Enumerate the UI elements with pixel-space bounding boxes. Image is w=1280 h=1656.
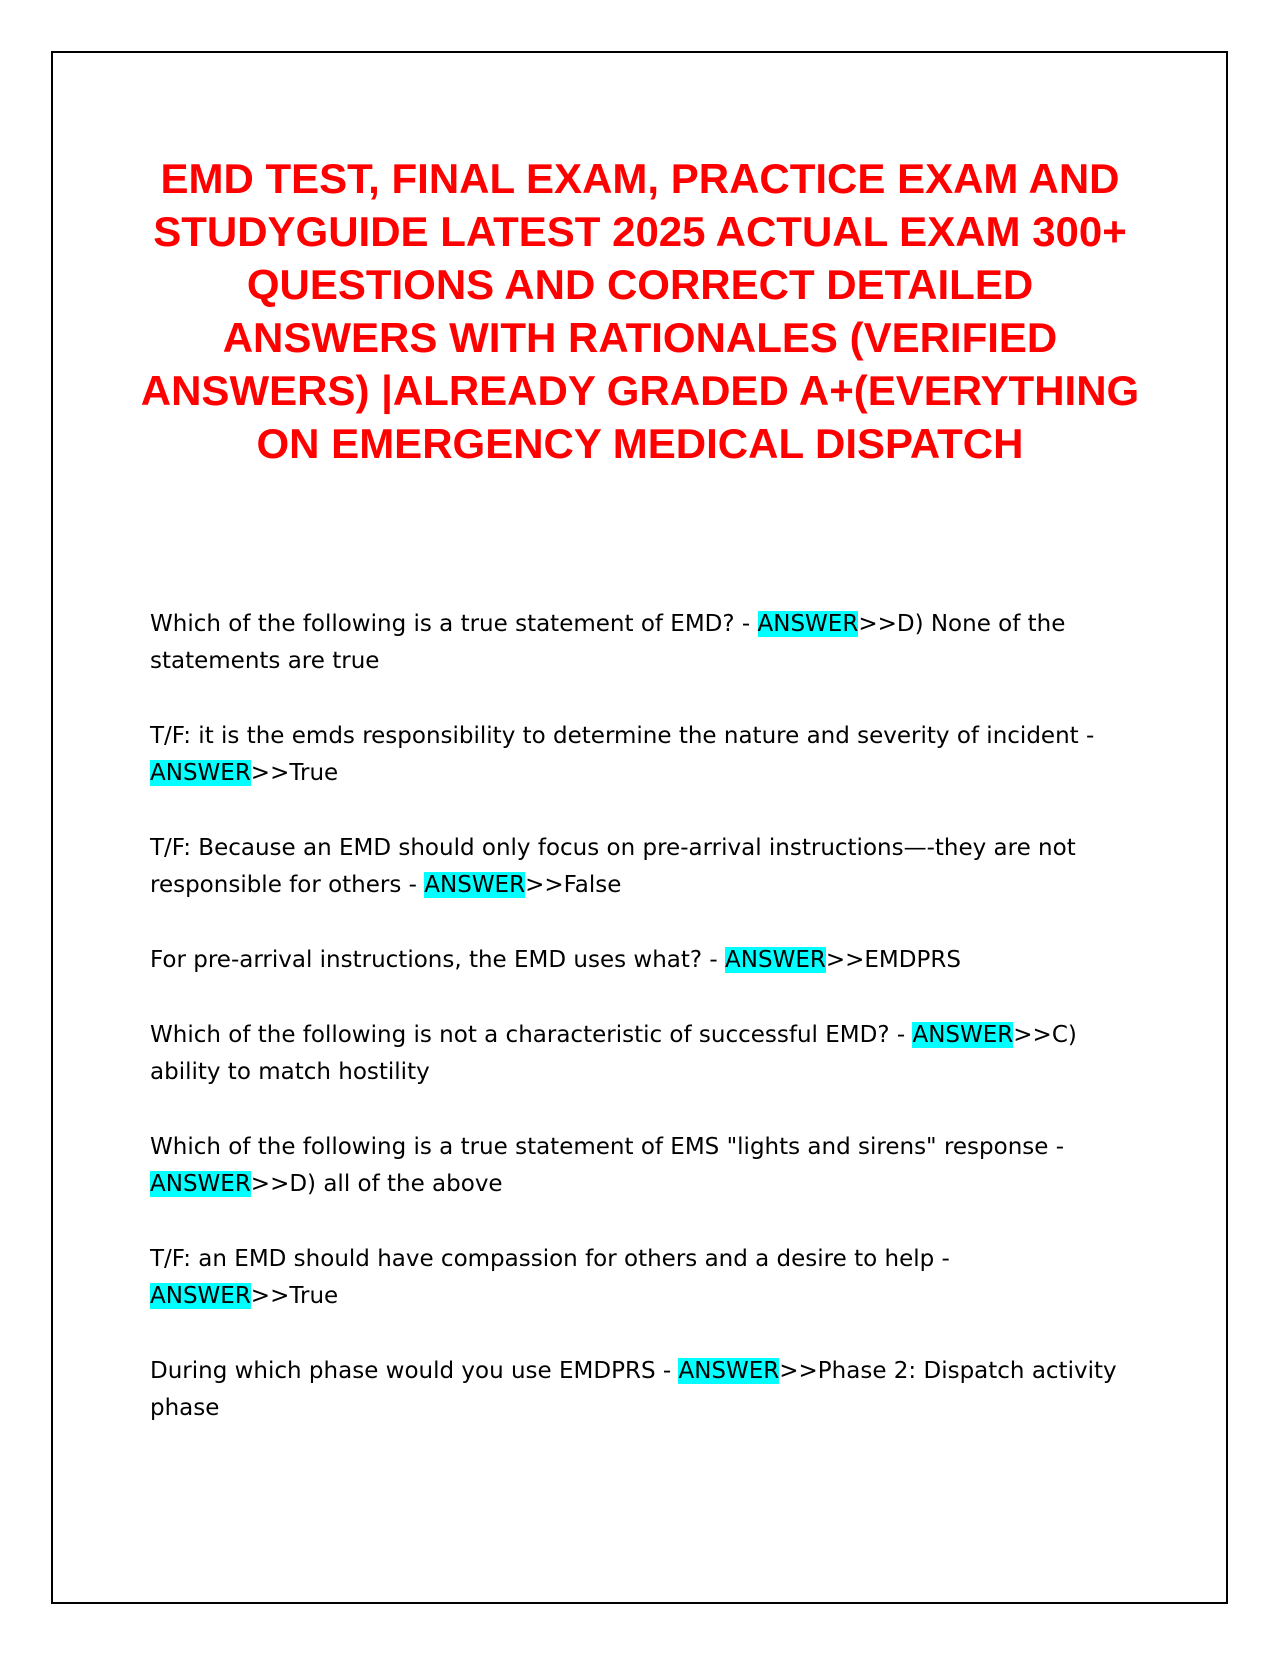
answer-text: >>Phase 2: Dispatch activity phase [150, 1358, 1117, 1421]
answer-label: ANSWER [678, 1358, 780, 1384]
answer-label: ANSWER [757, 611, 859, 637]
qa-item [150, 718, 1130, 792]
question-text: Which of the following is a true statement of EMD? - [150, 611, 758, 637]
question-text: During which phase would you use EMDPRS - [150, 1358, 679, 1384]
answer-text: >>D) None of the statements are true [150, 611, 1066, 674]
document-title: EMD TEST, FINAL EXAM, PRACTICE EXAM AND STUDYGUIDE LATEST 2025 ACTUAL EXAM 300+ QUESTIONS AND CORRECT DETAILED ANSWERS WITH RATIONALES (VERIFIED ANSWERS) |ALREADY GRADED A+(EVERYTHING ON EMERGENCY MEDICAL DISPATCH [140, 155, 1140, 467]
question-text: For pre-arrival instructions, the EMD uses what? - [150, 947, 726, 973]
qa-item [150, 1353, 1130, 1427]
question-text: T/F: Because an EMD should only focus on pre-arrival instructions—-they are not responsible for others - [150, 835, 1076, 898]
answer-label: ANSWER [150, 1171, 251, 1197]
answer-text: >>True [250, 760, 339, 786]
answer-text: >>True [250, 1283, 339, 1309]
qa-item [150, 830, 1130, 904]
question-text: Which of the following is a true statement of EMS "lights and sirens" response - [150, 1134, 1065, 1160]
qa-item [150, 1129, 1130, 1203]
question-text: T/F: it is the emds responsibility to determine the nature and severity of incident - [150, 723, 1095, 749]
answer-label: ANSWER [912, 1022, 1014, 1048]
answer-label: ANSWER [150, 1283, 251, 1309]
qa-item [150, 1017, 1130, 1091]
qa-item [150, 606, 1130, 680]
qa-list [150, 606, 1130, 1465]
answer-text: >>False [525, 872, 622, 898]
qa-item [150, 942, 1130, 979]
answer-label: ANSWER [725, 947, 826, 973]
qa-item [150, 1241, 1130, 1315]
answer-text: >>D) all of the above [250, 1171, 503, 1197]
question-text: T/F: an EMD should have compassion for others and a desire to help - [150, 1246, 950, 1272]
answer-label: ANSWER [424, 872, 526, 898]
answer-text: >>EMDPRS [825, 947, 961, 973]
answer-text: >>C) ability to match hostility [150, 1022, 1077, 1085]
question-text: Which of the following is not a characteristic of successful EMD? - [150, 1022, 913, 1048]
answer-label: ANSWER [150, 760, 251, 786]
